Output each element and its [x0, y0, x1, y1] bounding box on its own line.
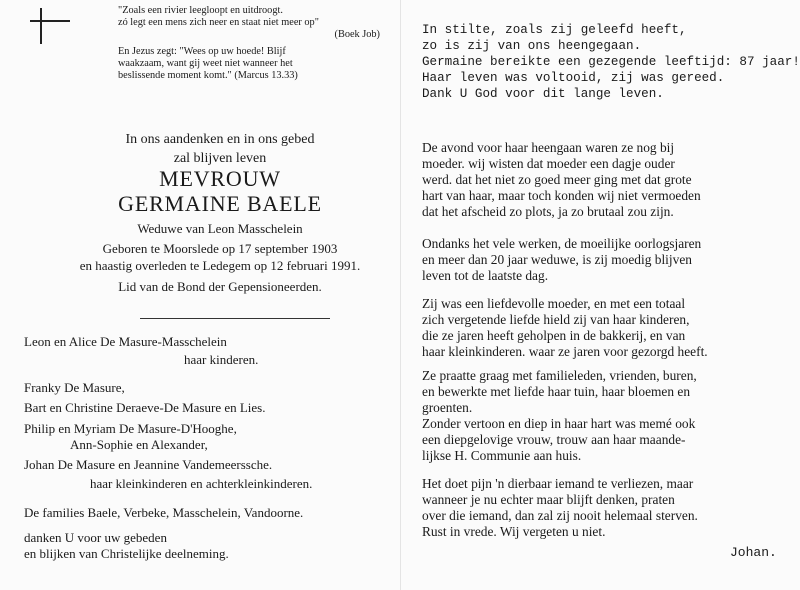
- verse-line: Dank U God voor dit lange leven.: [422, 87, 664, 101]
- divider: [140, 318, 330, 319]
- family-role: haar kinderen.: [184, 352, 259, 367]
- paragraph-line: die ze jaren heeft geholpen in de bakkerij, en van: [422, 328, 686, 343]
- thanks-text: [24, 530, 384, 562]
- paragraph-line: over die iemand, dan zal zij nooit helemaal sterven.: [422, 508, 698, 523]
- paragraph-line: wanneer je nu echter maar blijft denken, praten: [422, 492, 675, 507]
- paragraph-line: hart van haar, maar toch konden wij niet vermoeden: [422, 188, 701, 203]
- paragraph-line: en bewerkte met liefde haar tuin, haar bloemen en: [422, 384, 691, 399]
- paragraph-line: zich vergetende liefde hield zij van haar kinderen,: [422, 312, 690, 327]
- family-line: Philip en Myriam De Masure-D'Hooghe,: [24, 421, 237, 436]
- paragraph-line: Zonder vertoon en diep in haar hart was memé ook: [422, 416, 696, 431]
- paragraph-line: Het doet pijn 'n dierbaar iemand te verliezen, maar: [422, 476, 694, 491]
- family-line: Johan De Masure en Jeannine Vandemeerssche.: [24, 457, 273, 472]
- verse-line: In stilte, zoals zij geleefd heeft,: [422, 23, 687, 37]
- scripture-quotes: [118, 5, 380, 82]
- verse-line: zo is zij van ons heengegaan.: [422, 39, 642, 53]
- paragraph-mother: [422, 296, 794, 360]
- quote-line: zó legt een mens zich neer en staat niet meer op": [118, 17, 319, 29]
- paragraph-line: haar kleinkinderen. waar ze jaren voor gezorgd heeft.: [422, 344, 708, 359]
- title-name: GERMAINE BAELE: [118, 191, 322, 216]
- family-line: Leon en Alice De Masure-Masschelein: [24, 334, 227, 349]
- quote-line: beslissende moment komt." (Marcus 13.33): [118, 70, 298, 82]
- paragraph-evening: [422, 140, 794, 220]
- paragraph-line: groenten.: [422, 400, 473, 415]
- quote-line: "Zoals een rivier leegloopt en uitdroogt.: [118, 5, 283, 16]
- title-mevrouw: MEVROUW: [159, 166, 281, 191]
- cross-icon: [30, 8, 70, 46]
- intro-line: In ons aandenken en in ons gebed: [125, 132, 315, 147]
- families-line: De families Baele, Verbeke, Masschelein, Vandoorne.: [24, 505, 304, 520]
- paragraph-line: moeder. wij wisten dat moeder een dagje ouder: [422, 156, 675, 171]
- paragraph-line: Zij was een liefdevolle moeder, en met een totaal: [422, 296, 686, 311]
- paragraph-line: Rust in vrede. Wij vergeten u niet.: [422, 524, 606, 539]
- membership-line: Lid van de Bond der Gepensioneerden.: [118, 279, 322, 294]
- paragraph-line: dat het afscheid zo plots, ja zo brutaal zou zijn.: [422, 204, 674, 219]
- paragraph-line: lijkse H. Communie aan huis.: [422, 448, 582, 463]
- death-line: en haastig overleden te Ledegem op 12 februari 1991.: [79, 258, 361, 273]
- thanks-line: danken U voor uw gebeden: [24, 530, 167, 545]
- signature: Johan.: [730, 545, 777, 560]
- paragraph-line: en meer dan 20 jaar weduwe, is zij moedig blijven: [422, 252, 692, 267]
- paragraph-line: Ze praatte graag met familieleden, vrienden, buren,: [422, 368, 697, 383]
- paragraph-line: Ondanks het vele werken, de moeilijke oorlogsjaren: [422, 236, 702, 251]
- right-page: [400, 0, 800, 590]
- family-grandchildren: [24, 380, 384, 492]
- intro-text: [40, 130, 400, 168]
- thanks-line: en blijken van Christelijke deelneming.: [24, 546, 229, 561]
- verse-line: Germaine bereikte een gezegende leeftijd: 87 jaar!: [422, 55, 800, 69]
- family-role: haar kleinkinderen en achterkleinkinderen.: [90, 476, 313, 491]
- quote-line: waakzaam, want gij weet niet wanneer het: [118, 57, 293, 69]
- intro-line: zal blijven leven: [173, 151, 267, 166]
- paragraph-line: De avond voor haar heengaan waren ze nog bij: [422, 140, 675, 155]
- family-line: Ann-Sophie en Alexander,: [70, 437, 208, 452]
- widow-line: Weduwe van Leon Masschelein: [137, 221, 303, 236]
- paragraph-line: een diepgelovige vrouw, trouw aan haar maande-: [422, 432, 686, 447]
- family-line: Bart en Christine Deraeve-De Masure en Lies.: [24, 400, 266, 415]
- verse: [422, 22, 800, 102]
- paragraph-line: leven tot de laatste dag.: [422, 268, 549, 283]
- quote-source: (Boek Job): [334, 29, 380, 41]
- quote-line: En Jezus zegt: "Wees op uw hoede! Blijf: [118, 45, 286, 57]
- verse-line: Haar leven was voltooid, zij was gereed.: [422, 71, 725, 85]
- family-line: Franky De Masure,: [24, 380, 125, 395]
- family-children: [24, 334, 384, 368]
- paragraph-war: [422, 236, 794, 284]
- paragraph-line: werd. dat het niet zo goed meer ging met dat grote: [422, 172, 692, 187]
- birth-line: Geboren te Moorslede op 17 september 1903: [102, 241, 338, 256]
- life-dates: [40, 240, 400, 295]
- paragraph-rest: [422, 476, 794, 540]
- paragraph-garden: [422, 368, 794, 464]
